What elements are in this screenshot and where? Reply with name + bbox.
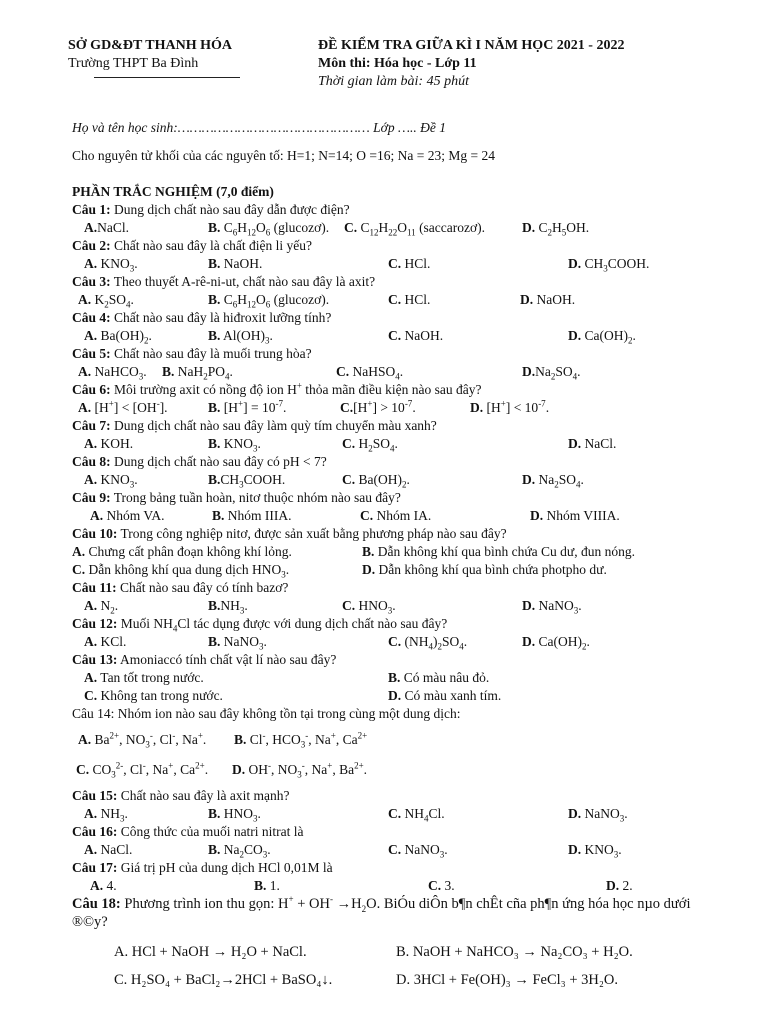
q3-option-a[interactable]: A. $K_2SO_4$. xyxy=(78,292,134,310)
q18-option-d[interactable]: D. 3HCl + Fe(OH)₃ → FeCl₃ + 3H₂O. xyxy=(396,972,619,988)
q14-option-c[interactable]: C. $CO_3^{2-}$, Cl-, Na+, $Ca^{2+}$. xyxy=(76,760,209,780)
section-title: PHẦN TRẮC NGHIỆM (7,0 điểm) xyxy=(72,184,274,199)
q15-option-a[interactable]: A. $NH_3$. xyxy=(84,806,128,824)
question-13: Câu 13: Amoniaccó tính chất vật lí nào sau đây? xyxy=(72,652,337,667)
q18-option-b[interactable]: B. NaOH + NaHCO₃ → Na₂CO₃ + H₂O. xyxy=(396,944,633,960)
q10-option-c[interactable]: C. Dẫn không khí qua dung dịch $HNO_3$. xyxy=(72,562,290,580)
question-18: Câu 18: Phương trình ion thu gọn: $H^+ + OH^- \to H_2O$. BiÓu diÔn b¶n chÊt cña ph¶n ứng hóa học nµo dưới xyxy=(72,894,691,914)
q13-option-d[interactable]: D. Có màu xanh tím. xyxy=(388,688,502,703)
q4-option-b[interactable]: B. $Al(OH)_3$. xyxy=(208,328,273,346)
q8-option-c[interactable]: C. $Ba(OH)_2$. xyxy=(342,472,410,490)
student-info-line: Họ và tên học sinh:………………………………………… Lớp ….. Đề 1 xyxy=(72,120,446,135)
q12-option-c[interactable]: C. $(NH_4)_2SO_4$. xyxy=(388,634,468,652)
q10-option-d[interactable]: D. Dẫn không khí qua bình chứa photpho dư. xyxy=(362,562,607,577)
exam-title: ĐỀ KIỂM TRA GIỮA KÌ I NĂM HỌC 2021 - 2022 xyxy=(318,38,625,53)
q17-option-c[interactable]: C. 3. xyxy=(428,878,455,893)
q13-option-c[interactable]: C. Không tan trong nước. xyxy=(84,688,223,703)
q13-option-b[interactable]: B. Có màu nâu đỏ. xyxy=(388,670,490,685)
q14-option-a[interactable]: A. $Ba^{2+}$, $NO_3^-$, Cl-, Na+. xyxy=(78,730,207,750)
question-17: Câu 17: Giá trị pH của dung dịch HCl 0,01M là xyxy=(72,860,333,875)
header-divider xyxy=(94,77,240,78)
q11-option-b[interactable]: $B.NH_3$. xyxy=(208,598,248,616)
q5-option-d[interactable]: $D.Na_2SO_4$. xyxy=(522,364,581,382)
q5-option-a[interactable]: A. NaHCO$_3$. xyxy=(78,364,147,382)
q3-option-c[interactable]: C. HCl. xyxy=(388,292,431,307)
q4-option-d[interactable]: D. $Ca(OH)_2$. xyxy=(568,328,636,346)
question-5: Câu 5: Chất nào sau đây là muối trung hòa? xyxy=(72,346,312,361)
q9-option-d[interactable]: D. Nhóm VIIIA. xyxy=(530,508,620,523)
q2-option-b[interactable]: B. NaOH. xyxy=(208,256,263,271)
question-2: Câu 2: Chất nào sau đây là chất điện li yếu? xyxy=(72,238,312,253)
question-4: Câu 4: Chất nào sau đây là hiđroxit lưỡng tính? xyxy=(72,310,332,325)
q16-option-c[interactable]: C. NaNO$_3$. xyxy=(388,842,448,860)
exam-subject: Môn thi: Hóa học - Lớp 11 xyxy=(318,56,477,71)
q14-option-d[interactable]: D. OH-, $NO_3^-$, Na+, $Ba^{2+}$. xyxy=(232,760,368,780)
q10-option-a[interactable]: A. Chưng cất phân đoạn không khí lỏng. xyxy=(72,544,292,559)
question-6: Câu 6: Môi trường axit có nồng độ ion H+ thỏa mãn điều kiện nào sau đây? xyxy=(72,380,482,397)
question-16: Câu 16: Công thức của muối natri nitrat là xyxy=(72,824,304,839)
q2-option-a[interactable]: A. $KNO_3$. xyxy=(84,256,138,274)
question-8: Câu 8: Dung dịch chất nào sau đây có pH < 7? xyxy=(72,454,327,469)
q8-option-a[interactable]: A. $KNO_3$. xyxy=(84,472,138,490)
q17-option-d[interactable]: D. 2. xyxy=(606,878,633,893)
q7-option-b[interactable]: B. $KNO_3$. xyxy=(208,436,261,454)
q16-option-a[interactable]: A. NaCl. xyxy=(84,842,133,857)
q2-option-d[interactable]: D. $CH_3COOH$. xyxy=(568,256,650,274)
q16-option-d[interactable]: D. $KNO_3$. xyxy=(568,842,622,860)
q2-option-c[interactable]: C. HCl. xyxy=(388,256,431,271)
question-18-line2: ®©y? xyxy=(72,914,108,930)
q4-option-c[interactable]: C. NaOH. xyxy=(388,328,444,343)
q9-option-a[interactable]: A. Nhóm VA. xyxy=(90,508,165,523)
q9-option-b[interactable]: B. Nhóm IIIA. xyxy=(212,508,292,523)
q1-option-d[interactable]: D. $C_2H_5OH$. xyxy=(522,220,590,238)
q9-option-c[interactable]: C. Nhóm IA. xyxy=(360,508,432,523)
q18-option-a[interactable]: A. HCl + NaOH → H₂O + NaCl. xyxy=(114,944,307,960)
question-11: Câu 11: Chất nào sau đây có tính bazơ? xyxy=(72,580,289,595)
question-1: Câu 1: Dung dịch chất nào sau đây dẫn được điện? xyxy=(72,202,350,217)
q13-option-a[interactable]: A. Tan tốt trong nước. xyxy=(84,670,204,685)
q15-option-d[interactable]: D. NaNO$_3$. xyxy=(568,806,628,824)
q11-option-c[interactable]: C. $HNO_3$. xyxy=(342,598,396,616)
q6-option-d[interactable]: D. $[H^+] < 10^{-7}$. xyxy=(470,398,550,415)
question-3: Câu 3: Theo thuyết A-rê-ni-ut, chất nào sau đây là axit? xyxy=(72,274,376,289)
q10-option-b[interactable]: B. Dẫn không khí qua bình chứa Cu dư, đun nóng. xyxy=(362,544,635,559)
q4-option-a[interactable]: A. $Ba(OH)_2$. xyxy=(84,328,152,346)
q8-option-d[interactable]: D. $Na_2SO_4$. xyxy=(522,472,584,490)
question-12: Câu 12: Muối $NH_4Cl$ tác dụng được với dung dịch chất nào sau đây? xyxy=(72,616,448,634)
q1-option-a[interactable]: A.NaCl. xyxy=(84,220,129,235)
q3-option-b[interactable]: B. $C_6H_{12}O_6$ (glucozơ). xyxy=(208,292,330,310)
q6-option-b[interactable]: B. $[H^+] = 10^{-7}$. xyxy=(208,398,287,415)
question-9: Câu 9: Trong bảng tuần hoàn, nitơ thuộc nhóm nào sau đây? xyxy=(72,490,401,505)
q18-option-c[interactable]: C. H₂SO₄ + BaCl₂→2HCl + BaSO₄↓. xyxy=(114,972,333,988)
question-10: Câu 10: Trong công nghiệp nitơ, được sản xuất bằng phương pháp nào sau đây? xyxy=(72,526,507,541)
q3-option-d[interactable]: D. NaOH. xyxy=(520,292,576,307)
q5-option-c[interactable]: C. NaHSO$_4$. xyxy=(336,364,404,382)
q6-option-a[interactable]: A. [H+] < [OH-]. xyxy=(78,398,168,415)
q11-option-a[interactable]: A. $N_2$. xyxy=(84,598,119,616)
question-14: Câu 14: Nhóm ion nào sau đây không tồn tại trong cùng một dung dịch: xyxy=(72,706,461,721)
question-15: Câu 15: Chất nào sau đây là axit mạnh? xyxy=(72,788,290,803)
atomic-masses: Cho nguyên tử khối của các nguyên tố: H=1; N=14; O =16; Na = 23; Mg = 24 xyxy=(72,148,495,163)
q14-option-b[interactable]: B. Cl-, $HCO_3^-$, Na+, $Ca^{2+}$ xyxy=(234,730,368,750)
q1-option-b[interactable]: B. $C_6H_{12}O_6$ (glucozơ). xyxy=(208,220,330,238)
q12-option-d[interactable]: D. $Ca(OH)_2$. xyxy=(522,634,590,652)
q15-option-c[interactable]: C. $NH_4Cl$. xyxy=(388,806,445,824)
q12-option-b[interactable]: B. NaNO$_3$. xyxy=(208,634,267,652)
q1-option-c[interactable]: C. $C_{12}H_{22}O_{11}$ (saccarozơ). xyxy=(344,220,486,238)
q16-option-b[interactable]: B. $Na_2CO_3$. xyxy=(208,842,271,860)
q12-option-a[interactable]: A. KCl. xyxy=(84,634,127,649)
q7-option-c[interactable]: C. $H_2SO_4$. xyxy=(342,436,398,454)
q11-option-d[interactable]: D. NaNO$_3$. xyxy=(522,598,582,616)
q17-option-b[interactable]: B. 1. xyxy=(254,878,280,893)
q6-option-c[interactable]: $C.[H^+] > 10^{-7}$. xyxy=(340,398,416,415)
q8-option-b[interactable]: $B.CH_3COOH$. xyxy=(208,472,286,490)
q17-option-a[interactable]: A. 4. xyxy=(90,878,117,893)
department-name: SỞ GD&ĐT THANH HÓA xyxy=(68,38,233,53)
exam-duration: Thời gian làm bài: 45 phút xyxy=(318,74,469,89)
q5-option-b[interactable]: B. $NaH_2PO_4$. xyxy=(162,364,233,382)
q7-option-a[interactable]: A. KOH. xyxy=(84,436,134,451)
question-7: Câu 7: Dung dịch chất nào sau đây làm quỳ tím chuyển màu xanh? xyxy=(72,418,437,433)
q7-option-d[interactable]: D. NaCl. xyxy=(568,436,617,451)
q15-option-b[interactable]: B. $HNO_3$. xyxy=(208,806,261,824)
school-name: Trường THPT Ba Đình xyxy=(68,56,199,71)
